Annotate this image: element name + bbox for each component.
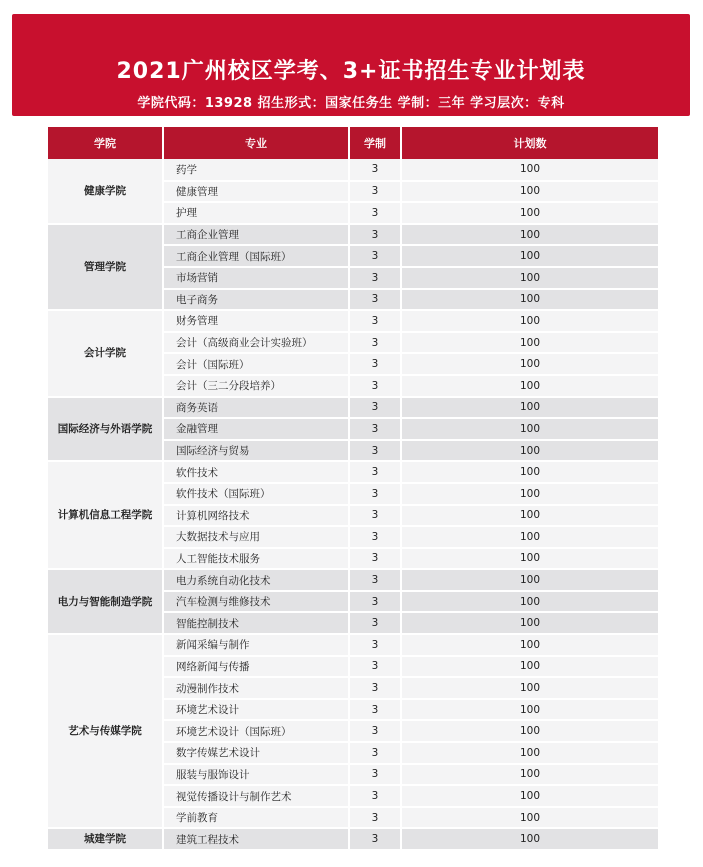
years-cell: 3 bbox=[349, 310, 401, 332]
years-cell: 3 bbox=[349, 202, 401, 224]
column-header-years: 学制 bbox=[349, 127, 401, 159]
major-cell: 会计（高级商业会计实验班） bbox=[163, 332, 349, 354]
years-cell: 3 bbox=[349, 483, 401, 505]
major-cell: 人工智能技术服务 bbox=[163, 548, 349, 570]
major-cell: 视觉传播设计与制作艺术 bbox=[163, 785, 349, 807]
years-cell: 3 bbox=[349, 245, 401, 267]
plan-cell: 100 bbox=[401, 353, 658, 375]
plan-cell: 100 bbox=[401, 591, 658, 613]
college-cell: 国际经济与外语学院 bbox=[48, 397, 163, 462]
column-header-major: 专业 bbox=[163, 127, 349, 159]
years-cell: 3 bbox=[349, 548, 401, 570]
plan-cell: 100 bbox=[401, 181, 658, 203]
plan-cell: 100 bbox=[401, 159, 658, 181]
plan-cell: 100 bbox=[401, 267, 658, 289]
plan-cell: 100 bbox=[401, 461, 658, 483]
years-cell: 3 bbox=[349, 785, 401, 807]
years-cell: 3 bbox=[349, 397, 401, 419]
plan-cell: 100 bbox=[401, 224, 658, 246]
major-cell: 国际经济与贸易 bbox=[163, 440, 349, 462]
plan-cell: 100 bbox=[401, 483, 658, 505]
years-cell: 3 bbox=[349, 224, 401, 246]
table-row bbox=[48, 634, 658, 656]
plan-cell: 100 bbox=[401, 440, 658, 462]
major-cell: 新闻采编与制作 bbox=[163, 634, 349, 656]
college-cell: 会计学院 bbox=[48, 310, 163, 396]
major-cell: 计算机网络技术 bbox=[163, 505, 349, 527]
major-cell: 环境艺术设计 bbox=[163, 699, 349, 721]
years-cell: 3 bbox=[349, 526, 401, 548]
major-cell: 大数据技术与应用 bbox=[163, 526, 349, 548]
plan-cell: 100 bbox=[401, 569, 658, 591]
years-cell: 3 bbox=[349, 267, 401, 289]
years-cell: 3 bbox=[349, 289, 401, 311]
page-subtitle: 学院代码：13928 招生形式：国家任务生 学制：三年 学习层次：专科 bbox=[137, 96, 565, 111]
years-cell: 3 bbox=[349, 375, 401, 397]
years-cell: 3 bbox=[349, 720, 401, 742]
table-row bbox=[48, 461, 658, 483]
major-cell: 软件技术（国际班） bbox=[163, 483, 349, 505]
major-cell: 药学 bbox=[163, 159, 349, 181]
major-cell: 健康管理 bbox=[163, 181, 349, 203]
plan-cell: 100 bbox=[401, 548, 658, 570]
table-row bbox=[48, 828, 658, 850]
major-cell: 会计（国际班） bbox=[163, 353, 349, 375]
plan-cell: 100 bbox=[401, 418, 658, 440]
enrollment-table-wrap bbox=[48, 127, 658, 851]
years-cell: 3 bbox=[349, 634, 401, 656]
plan-cell: 100 bbox=[401, 764, 658, 786]
major-cell: 护理 bbox=[163, 202, 349, 224]
years-cell: 3 bbox=[349, 764, 401, 786]
plan-cell: 100 bbox=[401, 612, 658, 634]
major-cell: 动漫制作技术 bbox=[163, 677, 349, 699]
years-cell: 3 bbox=[349, 807, 401, 829]
major-cell: 市场营销 bbox=[163, 267, 349, 289]
years-cell: 3 bbox=[349, 699, 401, 721]
college-cell: 管理学院 bbox=[48, 224, 163, 310]
plan-cell: 100 bbox=[401, 828, 658, 850]
plan-cell: 100 bbox=[401, 807, 658, 829]
college-cell: 健康学院 bbox=[48, 159, 163, 224]
plan-cell: 100 bbox=[401, 202, 658, 224]
column-header-plan: 计划数 bbox=[401, 127, 658, 159]
major-cell: 环境艺术设计（国际班） bbox=[163, 720, 349, 742]
years-cell: 3 bbox=[349, 461, 401, 483]
college-cell: 艺术与传媒学院 bbox=[48, 634, 163, 828]
plan-cell: 100 bbox=[401, 310, 658, 332]
table-header-row bbox=[48, 127, 658, 159]
major-cell: 商务英语 bbox=[163, 397, 349, 419]
column-header-college: 学院 bbox=[48, 127, 163, 159]
plan-cell: 100 bbox=[401, 634, 658, 656]
plan-cell: 100 bbox=[401, 375, 658, 397]
years-cell: 3 bbox=[349, 159, 401, 181]
table-row bbox=[48, 224, 658, 246]
plan-cell: 100 bbox=[401, 677, 658, 699]
college-cell: 电力与智能制造学院 bbox=[48, 569, 163, 634]
years-cell: 3 bbox=[349, 181, 401, 203]
major-cell: 网络新闻与传播 bbox=[163, 656, 349, 678]
years-cell: 3 bbox=[349, 353, 401, 375]
major-cell: 财务管理 bbox=[163, 310, 349, 332]
plan-cell: 100 bbox=[401, 742, 658, 764]
plan-cell: 100 bbox=[401, 332, 658, 354]
years-cell: 3 bbox=[349, 656, 401, 678]
plan-cell: 100 bbox=[401, 720, 658, 742]
table-row bbox=[48, 569, 658, 591]
table-row bbox=[48, 310, 658, 332]
plan-cell: 100 bbox=[401, 699, 658, 721]
years-cell: 3 bbox=[349, 440, 401, 462]
years-cell: 3 bbox=[349, 828, 401, 850]
major-cell: 金融管理 bbox=[163, 418, 349, 440]
years-cell: 3 bbox=[349, 332, 401, 354]
college-cell: 计算机信息工程学院 bbox=[48, 461, 163, 569]
years-cell: 3 bbox=[349, 742, 401, 764]
major-cell: 软件技术 bbox=[163, 461, 349, 483]
years-cell: 3 bbox=[349, 418, 401, 440]
major-cell: 工商企业管理 bbox=[163, 224, 349, 246]
years-cell: 3 bbox=[349, 612, 401, 634]
plan-cell: 100 bbox=[401, 397, 658, 419]
years-cell: 3 bbox=[349, 505, 401, 527]
plan-cell: 100 bbox=[401, 785, 658, 807]
years-cell: 3 bbox=[349, 677, 401, 699]
plan-cell: 100 bbox=[401, 526, 658, 548]
major-cell: 汽车检测与维修技术 bbox=[163, 591, 349, 613]
major-cell: 工商企业管理（国际班） bbox=[163, 245, 349, 267]
years-cell: 3 bbox=[349, 591, 401, 613]
major-cell: 学前教育 bbox=[163, 807, 349, 829]
plan-cell: 100 bbox=[401, 245, 658, 267]
enrollment-table bbox=[48, 127, 658, 851]
major-cell: 电子商务 bbox=[163, 289, 349, 311]
plan-cell: 100 bbox=[401, 505, 658, 527]
plan-cell: 100 bbox=[401, 289, 658, 311]
title-banner bbox=[12, 14, 690, 116]
plan-cell: 100 bbox=[401, 656, 658, 678]
page-title: 2021广州校区学考、3+证书招生专业计划表 bbox=[116, 59, 586, 84]
major-cell: 电力系统自动化技术 bbox=[163, 569, 349, 591]
years-cell: 3 bbox=[349, 569, 401, 591]
table-row bbox=[48, 159, 658, 181]
major-cell: 会计（三二分段培养） bbox=[163, 375, 349, 397]
major-cell: 智能控制技术 bbox=[163, 612, 349, 634]
table-body bbox=[48, 159, 658, 850]
major-cell: 服装与服饰设计 bbox=[163, 764, 349, 786]
major-cell: 建筑工程技术 bbox=[163, 828, 349, 850]
college-cell: 城建学院 bbox=[48, 828, 163, 850]
table-row bbox=[48, 397, 658, 419]
major-cell: 数字传媒艺术设计 bbox=[163, 742, 349, 764]
